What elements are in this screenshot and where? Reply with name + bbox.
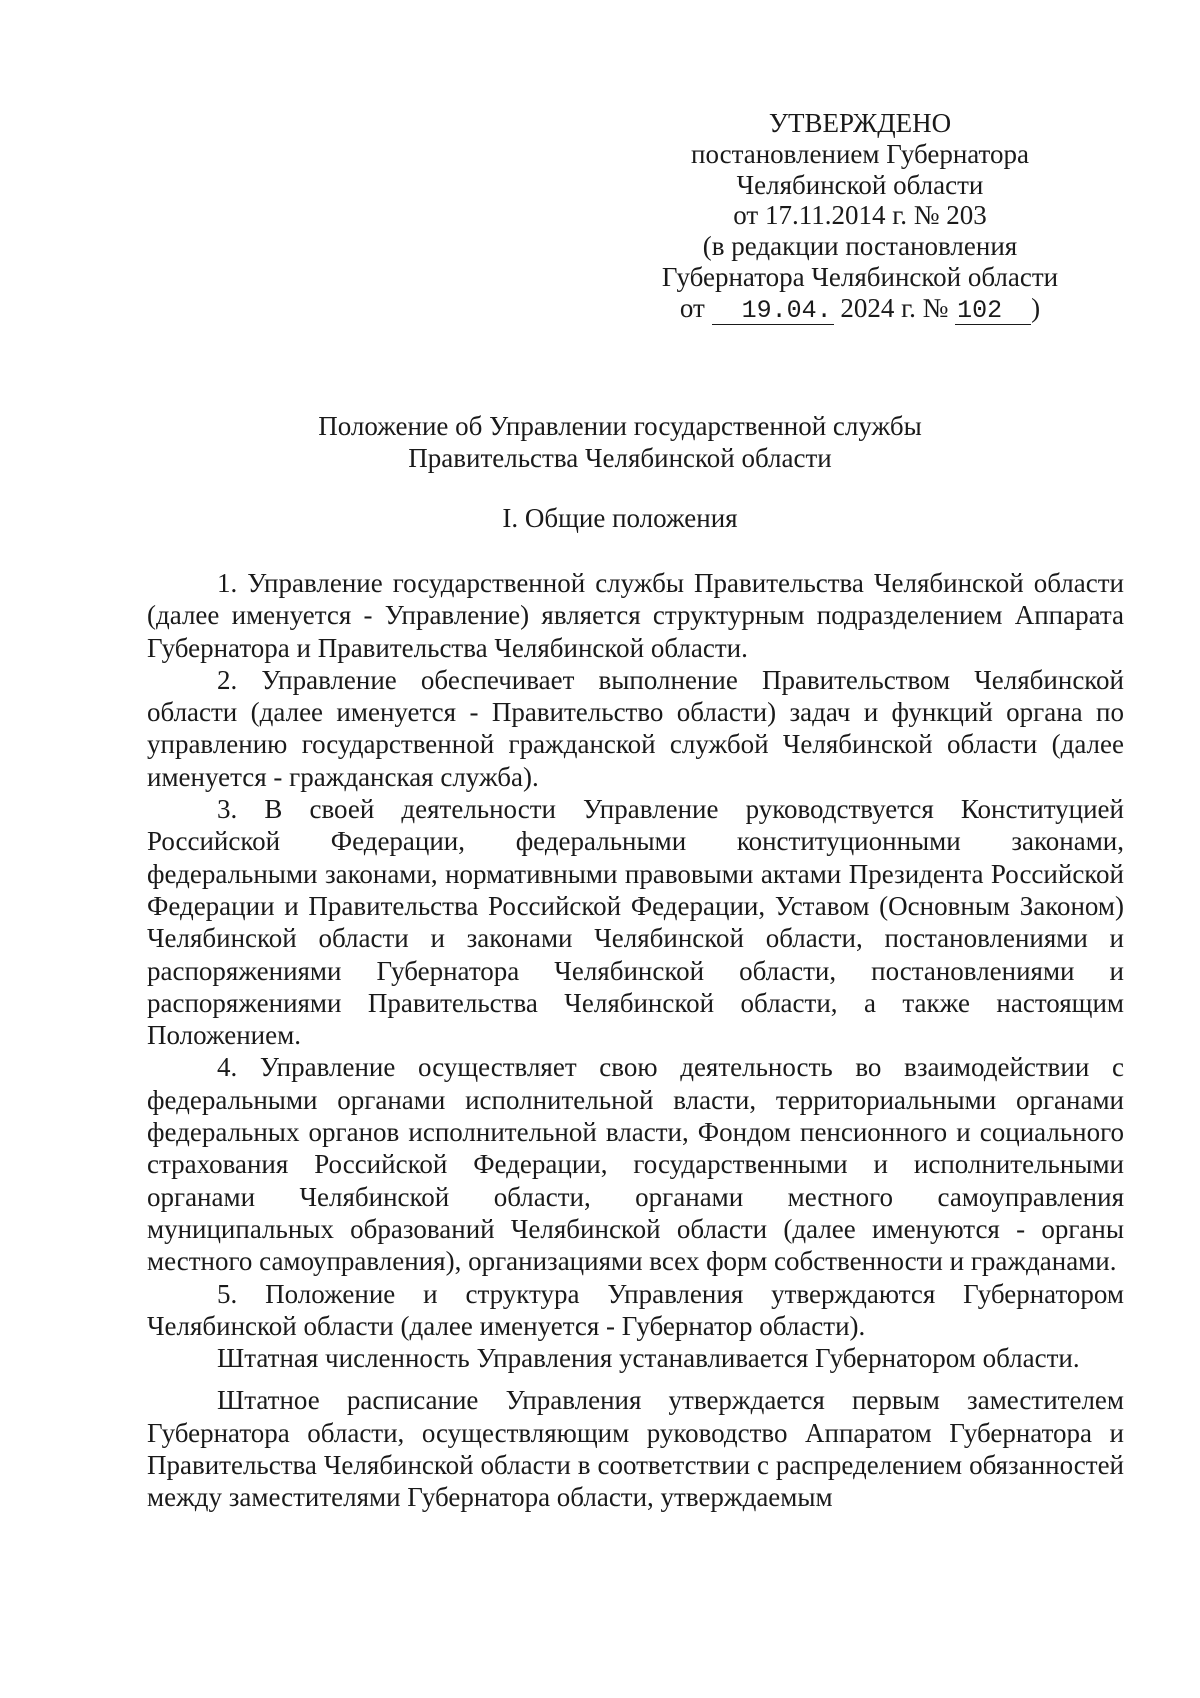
approval-number-field: 102 [955, 298, 1031, 325]
approval-date-field: 19.04. [712, 298, 834, 325]
paragraph-2: 2. Управление обеспечивает выполнение Правительством Челябинской области (далее именуется - Правительство области) задач и функций органа по управлению государственной гражданской службой Челябинской области (далее именуется - гражданская служба). [147, 664, 1124, 792]
paragraph-4: 4. Управление осуществляет свою деятельность во взаимодействии с федеральными органами исполнительной власти, территориальными органами федеральных органов исполнительной власти, Фондом пенсионного и социального страхования Российской Федерации, государственными и исполнительными органами Челябинской области, органами местного самоуправления муниципальных образований Челябинской области (далее именуются - органы местного самоуправления), организациями всех форм собственности и гражданами. [147, 1052, 1124, 1277]
approval-year: 2024 г. [840, 292, 916, 323]
section-heading-text: I. Общие положения [502, 503, 738, 533]
approval-line-3: от 17.11.2014 г. № 203 [733, 200, 987, 231]
section-heading [150, 502, 1090, 534]
document-body [147, 567, 1124, 1514]
document-title-line-2: Правительства Челябинской области [408, 443, 832, 473]
paragraph-staff-schedule: Штатное расписание Управления утверждается первым заместителем Губернатора области, осуществляющим руководство Аппаратом Губернатора и Правительства Челябинской области в соответствии с распределением обязанностей между заместителями Губернатора области, утверждаемым [147, 1385, 1124, 1513]
paragraph-5: 5. Положение и структура Управления утверждаются Губернатором Челябинской области (далее именуется - Губернатор области). [147, 1278, 1124, 1341]
approval-line-1: постановлением Губернатора [691, 138, 1029, 169]
document-title [150, 410, 1090, 474]
approval-stamp-block [640, 108, 1080, 325]
approval-line-6 [640, 293, 1080, 325]
approval-line-4: (в редакции постановления [702, 231, 1018, 262]
document-title-line-1: Положение об Управлении государственной службы [318, 411, 922, 441]
paragraph-staff-number: Штатная численность Управления устанавливается Губернатором области. [217, 1343, 1080, 1374]
approval-date-prefix: от [679, 292, 705, 323]
paragraph-3: 3. В своей деятельности Управление руководствуется Конституцией Российской Федерации, федеральными конституционными законами, федеральными законами, нормативными правовыми актами Президента Российской Федерации и Правительства Российской Федерации, Уставом (Основным Законом) Челябинской области и законами Челябинской области, постановлениями и распоряжениями Губернатора Челябинской области, постановлениями и распоряжениями Правительства Челябинской области, а также настоящим Положением. [147, 794, 1124, 1051]
paragraph-1: 1. Управление государственной службы Правительства Челябинской области (далее именуется - Управление) является структурным подразделением Аппарата Губернатора и Правительства Челябинской области. [147, 568, 1124, 663]
approval-close-paren: ) [1031, 292, 1041, 323]
approval-line-5: Губернатора Челябинской области [661, 261, 1059, 292]
approval-heading: УТВЕРЖДЕНО [768, 108, 952, 138]
approval-line-2: Челябинской области [736, 169, 984, 200]
approval-number-sign: № [922, 292, 949, 323]
